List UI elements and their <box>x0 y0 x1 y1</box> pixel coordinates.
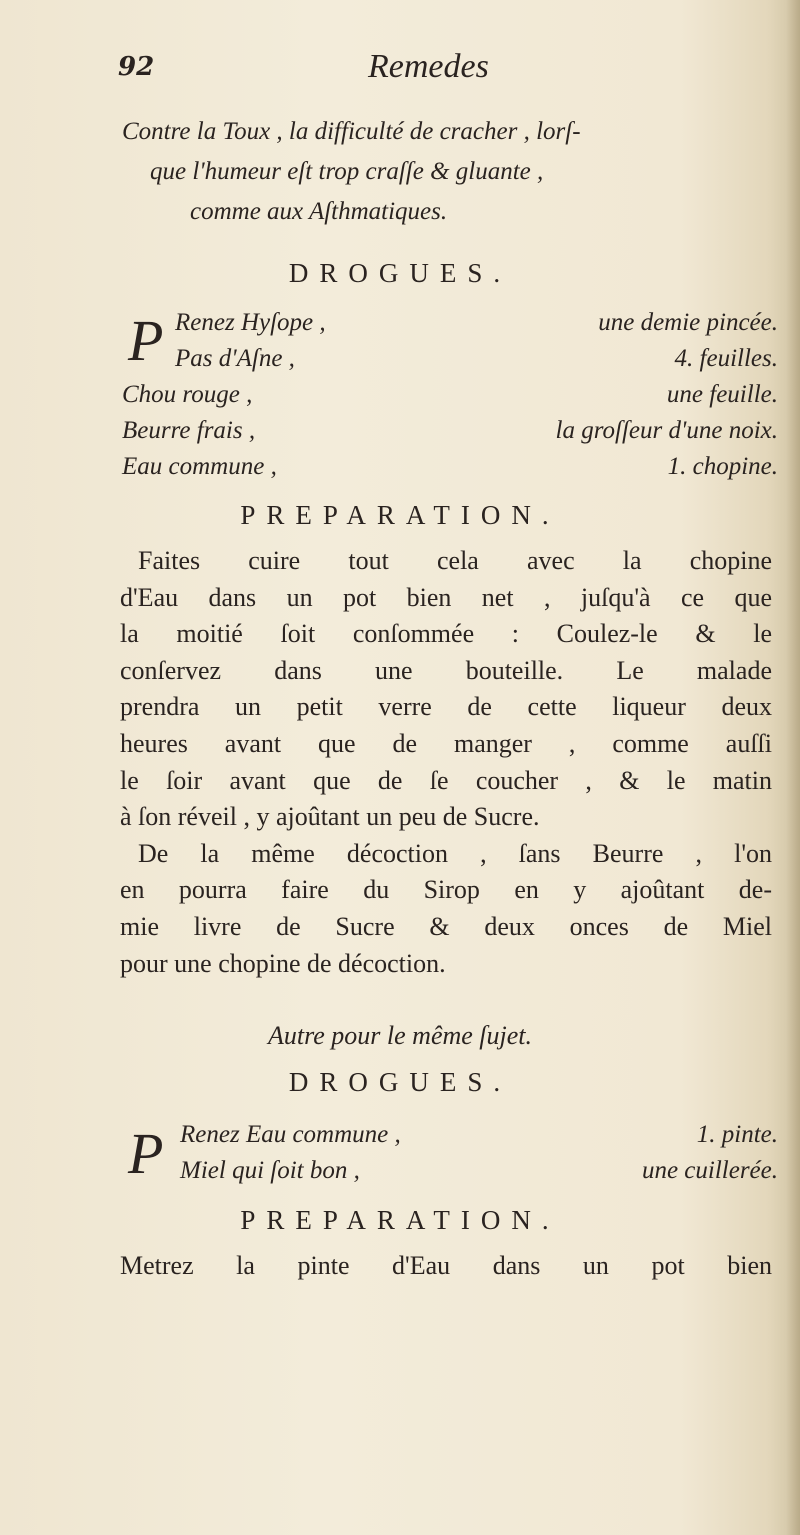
ingredient-name: Miel qui ſoit bon , <box>180 1157 360 1184</box>
page-header <box>118 48 758 102</box>
drop-cap: P <box>128 1121 164 1186</box>
title-line: Contre la Toux , la difficulté de cracher , lorſ- <box>122 118 581 145</box>
ingredient-name: Eau commune , <box>122 453 277 480</box>
ingredient-row <box>0 417 800 453</box>
page-edge-shadow <box>786 0 800 1535</box>
recipe-title <box>122 112 762 232</box>
page-number: 92 <box>118 52 155 82</box>
ingredient-name: Renez Hyſope , <box>175 309 326 336</box>
preparation-paragraph <box>120 1248 772 1285</box>
text-line: à ſon réveil , y ajoûtant un peu de Sucre. <box>120 802 540 832</box>
text-line: Metrez la pinte d'Eau dans un pot bien <box>120 1251 772 1280</box>
text-line: conſervez dans une bouteille. Le malade <box>120 655 772 685</box>
ingredient-quantity: 1. pinte. <box>696 1121 778 1148</box>
preparation-heading: PREPARATION. <box>240 500 560 530</box>
text-line: pour une chopine de décoction. <box>120 948 446 978</box>
text-line: De la même décoction , ſans Beurre , l'on <box>138 838 772 868</box>
text-line: mie livre de Sucre & deux onces de Miel <box>120 911 772 941</box>
running-title: Remedes <box>368 48 489 85</box>
preparation-paragraph <box>120 543 772 982</box>
recipe-subtitle: Autre pour le même ſujet. <box>267 1021 533 1050</box>
text-line: la moitié ſoit conſommée : Coulez-le & le <box>120 619 772 649</box>
preparation-heading: PREPARATION. <box>240 1205 560 1235</box>
ingredient-quantity: une demie pincée. <box>598 309 778 336</box>
ingredient-row <box>0 453 800 489</box>
text-line: prendra un petit verre de cette liqueur deux <box>120 692 772 722</box>
ingredient-name: Pas d'Aſne , <box>175 345 295 372</box>
ingredient-name: Beurre frais , <box>122 417 256 444</box>
text-line: Faites cuire tout cela avec la chopine <box>138 546 772 575</box>
ingredient-row <box>0 309 800 345</box>
ingredient-row <box>0 1121 800 1157</box>
title-line: comme aux Aſthmatiques. <box>190 198 448 225</box>
ingredient-quantity: la groſſeur d'une noix. <box>555 417 778 444</box>
drogues-heading: DROGUES. <box>288 258 512 288</box>
ingredient-quantity: 4. feuilles. <box>674 345 778 372</box>
ingredient-row <box>0 1157 800 1193</box>
ingredient-row <box>0 381 800 417</box>
ingredient-name: Chou rouge , <box>122 381 253 408</box>
drogues-heading: DROGUES. <box>288 1067 512 1097</box>
ingredient-quantity: 1. chopine. <box>667 453 778 480</box>
title-line: que l'humeur eſt trop craſſe & gluante , <box>150 158 544 185</box>
text-line: d'Eau dans un pot bien net , juſqu'à ce que <box>120 582 772 612</box>
text-line: heures avant que de manger , comme auſſi <box>120 728 772 758</box>
ingredient-quantity: une cuillerée. <box>641 1157 778 1184</box>
text-line: le ſoir avant que de ſe coucher , & le matin <box>120 765 772 795</box>
ingredient-quantity: une feuille. <box>666 381 778 408</box>
ingredient-row <box>0 345 800 381</box>
drop-cap: P <box>128 308 164 373</box>
ingredient-name: Renez Eau commune , <box>180 1121 401 1148</box>
text-line: en pourra faire du Sirop en y ajoûtant de- <box>120 875 772 905</box>
